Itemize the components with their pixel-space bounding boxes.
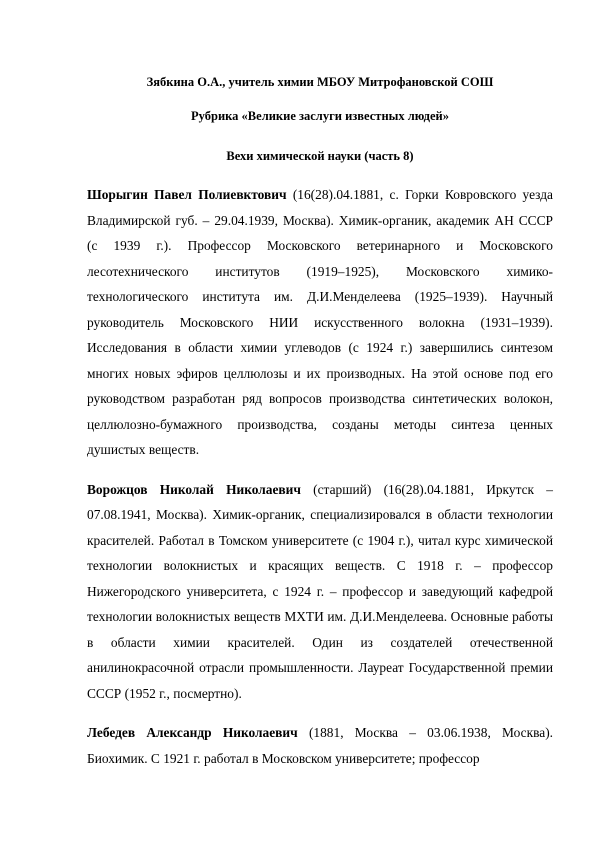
biography-text: (старший) (16(28).04.1881, Иркутск – 07.08.1941, Москва). Химик-органик, специализировался в области технологии красителей. Работал в Томском университете (с 1904 г.), читал курс химической технологии волокнистых и красящих веществ. С 1918 г. – профессор Нижегородского университета, с 1924 г. – профессор и заведующий кафедрой технологии волокнистых веществ МХТИ им. Д.И.Менделеева. Основные работы в области химии красителей. Один из создателей отечественной анилинокрасочной отрасли промышленности. Лауреат Государственной премии СССР (1952 г., посмертно). [87,481,553,701]
rubric-line: Рубрика «Великие заслуги известных людей» [191,109,449,123]
article-title: Вехи химической науки (часть 8) [226,149,414,163]
person-name: Лебедев Александр Николаевич [87,725,298,740]
author-line: Зябкина О.А., учитель химии МБОУ Митрофановской СОШ [146,75,494,89]
biography-entry [87,720,553,771]
document-page [87,64,553,771]
biography-text: (1881, Москва – 03.06.1938, Москва). Биохимик. С 1921 г. работал в Московском университете; профессор [87,725,554,766]
person-name: Ворожцов Николай Николаевич [87,481,301,497]
biography-entry [87,182,553,463]
person-name: Шорыгин Павел Полиевктович [87,187,287,202]
biography-text: (16(28).04.1881, с. Горки Ковровского уезда Владимирской губ. – 29.04.1939, Москва). Химик-органик, академик АН СССР (с 1939 г.). Профессор Московского ветеринарного и Московского лесотехнического институтов (1919–1925), Московского химико-технологического института им. Д.И.Менделеева (1925–1939). Научный руководитель Московского НИИ искусственного волокна (1931–1939). Исследования в области химии углеводов (с 1924 г.) завершились синтезом многих новых эфиров целлюлозы и их производных. На этой основе под его руководством разработан ряд вопросов производства синтетических волокон, целлюлозно-бумажного производства, созданы методы синтеза ценных душистых веществ. [87,187,553,457]
biography-entry [87,477,553,707]
